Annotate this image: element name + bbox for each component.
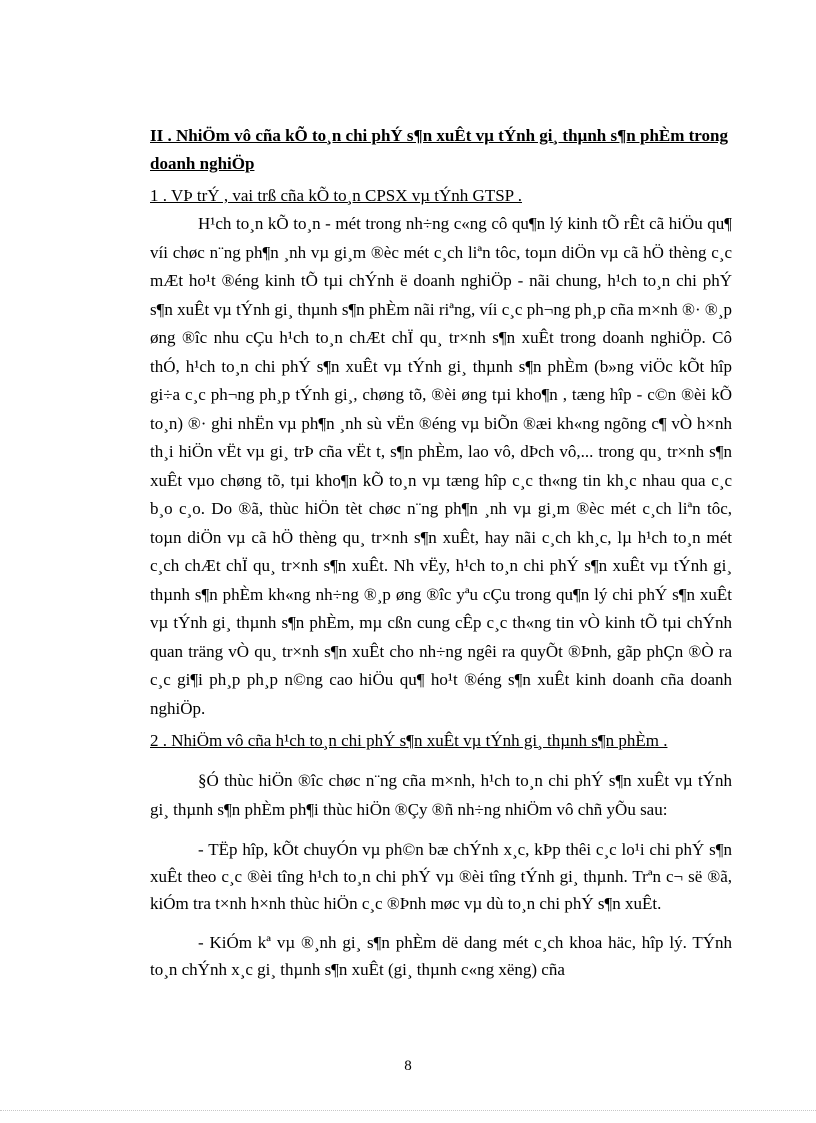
paragraph-1: H¹ch to¸n kÕ to¸n - mét trong nh÷ng c«ng cô qu¶n lý kinh tÕ rÊt cã hiÖu qu¶ víi chøc n¨ng ph¶n ¸nh vµ gi¸m ®èc mét c¸ch liªn tôc, toµn diÖn vµ cã hÖ thèng c¸c mÆt ho¹t ®éng kinh tÕ tµi chÝnh ë doanh nghiÖp - nãi chung, h¹ch to¸n chi phÝ s¶n xuÊt vµ tÝnh gi¸ thµnh s¶n phÈm nãi riªng, víi c¸c ph¬ng ph¸p cña m×nh ®· ®¸p øng ®îc nhu cÇu h¹ch to¸n chÆt chÏ qu¸ tr×nh s¶n xuÊt trong doanh nghiÖp. Cô thÓ, h¹ch to¸n chi phÝ s¶n xuÊt vµ tÝnh gi¸ thµnh s¶n phÈm (b»ng viÖc kÕt hîp gi÷a c¸c ph¬ng ph¸p tÝnh gi¸, chøng tõ, ®èi øng tµi kho¶n , tæng hîp - c©n ®èi kÕ to¸n) ®· ghi nhËn vµ ph¶n ¸nh sù vËn ®éng vµ biÕn ®æi kh«ng ngõng c¶ vÒ h×nh th¸i hiÖn vËt vµ gi¸ trÞ cña vËt t, s¶n phÈm, lao vô, dÞch vô,... trong qu¸ tr×nh s¶n xuÊt vµo chøng tõ, tµi kho¶n kÕ to¸n vµ tæng hîp c¸c th«ng tin kh¸c nhau qua c¸c b¸o c¸o. Do ®ã, thùc hiÖn tèt chøc n¨ng ph¶n ¸nh vµ gi¸m ®èc mét c¸ch liªn tôc, toµn diÖn vµ cã hÖ thèng qu¸ tr×nh s¶n xuÊt, hay nãi c¸ch kh¸c, lµ h¹ch to¸n mét c¸ch chÆt chÏ qu¸ tr×nh s¶n xuÊt. Nh vËy, h¹ch to¸n chi phÝ s¶n xuÊt vµ tÝnh gi¸ thµnh s¶n phÈm kh«ng nh÷ng ®¸p øng ®îc yªu cÇu trong qu¶n lý chi phÝ s¶n xuÊt vµ tÝnh gi¸ thµnh s¶n phÈm, mµ cßn cung cÊp c¸c th«ng tin vÒ kinh tÕ tµi chÝnh quan träng vÒ qu¸ tr×nh s¶n xuÊt cho nh÷ng ngêi ra quyÕt ®Þnh, gãp phÇn ®Ò ra c¸c gi¶i ph¸p ph¸p n©ng cao hiÖu qu¶ ho¹t ®éng s¶n xuÊt kinh doanh cña doanh nghiÖp. [150, 214, 732, 718]
page-bottom-rule [0, 1110, 816, 1111]
paragraph-4: - KiÓm kª vµ ®¸nh gi¸ s¶n phÈm dë dang mét c¸ch khoa häc, hîp lý. TÝnh to¸n chÝnh x¸c gi¸ thµnh s¶n xuÊt (gi¸ thµnh c«ng xëng) cña [150, 933, 732, 979]
subsection-heading-2: 2 . NhiÖm vô cña h¹ch to¸n chi phÝ s¶n xuÊt vµ tÝnh gi¸ thµnh s¶n phÈm . [150, 731, 668, 750]
page-number: 8 [404, 1058, 412, 1074]
paragraph-3: - TËp hîp, kÕt chuyÓn vµ ph©n bæ chÝnh x¸c, kÞp thêi c¸c lo¹i chi phÝ s¶n xuÊt theo c¸c ®èi tîng h¹ch to¸n chi phÝ vµ ®èi tîng tÝnh gi¸ thµnh. Trªn c¬ së ®ã, kiÓm tra t×nh h×nh thùc hiÖn c¸c ®Þnh møc vµ dù to¸n chi phÝ s¶n xuÊt. [150, 840, 732, 913]
subsection-heading-1: 1 . VÞ trÝ , vai trß cña kÕ to¸n CPSX vµ tÝnh GTSP . [150, 186, 522, 205]
section-heading: II . NhiÖm vô cña kÕ to¸n chi phÝ s¶n xuÊt vµ tÝnh gi¸ thµnh s¶n phÈm trong doanh nghiÖp [150, 126, 728, 173]
page-content [150, 122, 732, 983]
paragraph-2: §Ó thùc hiÖn ®îc chøc n¨ng cña m×nh, h¹ch to¸n chi phÝ s¶n xuÊt vµ tÝnh gi¸ thµnh s¶n phÈm ph¶i thùc hiÖn ®Çy ®ñ nh÷ng nhiÖm vô chñ yÕu sau: [150, 771, 732, 819]
